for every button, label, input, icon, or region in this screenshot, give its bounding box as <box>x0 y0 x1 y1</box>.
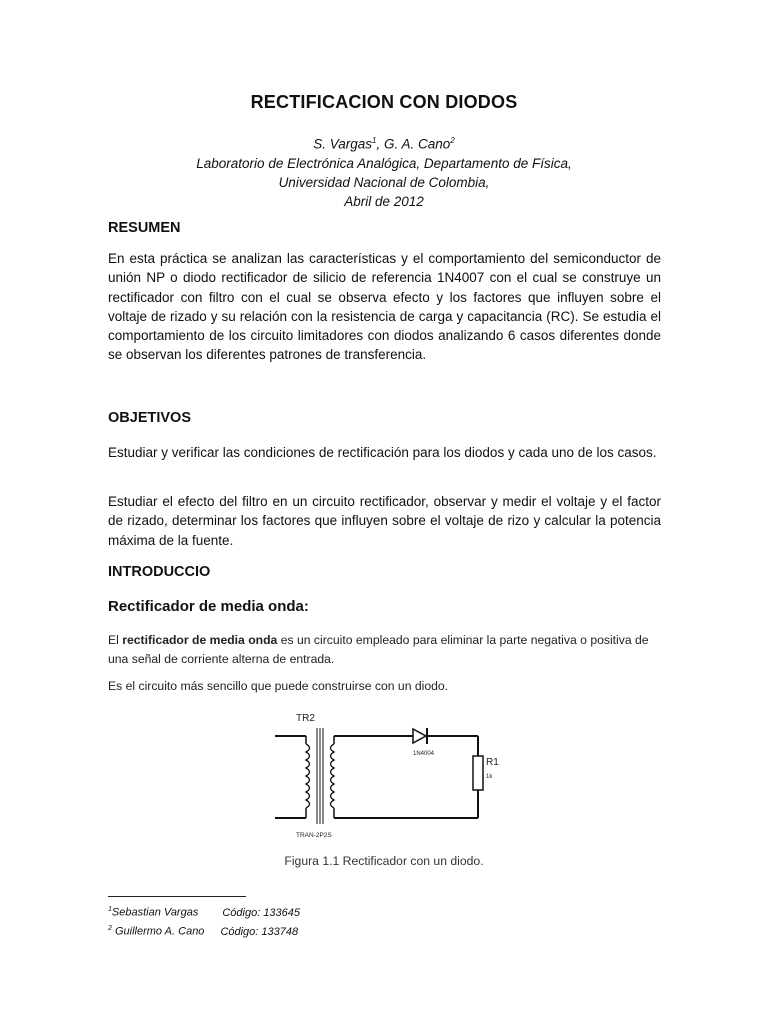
footnote-2-mark: 2 <box>108 925 112 933</box>
footnote-1-name: Sebastian Vargas <box>111 906 199 919</box>
footnote-divider <box>108 896 246 897</box>
resistor-symbol <box>473 756 483 790</box>
paper-title: RECTIFICACION CON DIODOS <box>250 92 518 112</box>
transformer-part-label: TRAN-2P2S <box>296 832 332 839</box>
affiliation-line-1: Laboratorio de Electrónica Analógica, Departamento de Física, <box>196 155 572 171</box>
intro-p1-post: es un circuito empleado para eliminar la parte negativa o positiva de una señal de corriente alterna de entrada. <box>108 633 649 666</box>
intro-paragraph-2: Es el circuito más sencillo que puede construirse con un diodo. <box>108 679 449 693</box>
footnote-2-name: Guillermo A. Cano <box>111 925 205 938</box>
resumen-text: En esta práctica se analizan las características y el comportamiento del semiconductor de unión NP o diodo rectificador de silicio de referencia 1N4007 con el cual se construye un rectificador con filtro con el cual se observa efecto y los factores que influyen sobre el voltaje de rizado y su relación con la resistencia de carga y capacitancia (RC). Se estudia el comportamiento de los circuito limitadores con diodos analizando 6 casos diferentes donde se observan los diferentes patrones de transferencia. <box>108 251 661 363</box>
objetivos-heading: OBJETIVOS <box>108 410 191 426</box>
footnote-1-code: Código: 133645 <box>222 906 301 919</box>
author-separator: , <box>376 136 384 152</box>
introduccion-heading: INTRODUCCIO <box>108 564 211 580</box>
paper-date: Abril de 2012 <box>344 193 424 209</box>
affiliation-line-2: Universidad Nacional de Colombia, <box>278 174 490 190</box>
footnote-2-code: Código: 133748 <box>220 925 299 938</box>
author-2-mark: 2 <box>450 136 455 145</box>
footnotes <box>108 902 300 940</box>
footnote-2 <box>108 921 300 940</box>
primary-coil <box>306 744 310 808</box>
intro-p1-bold: rectificador de media onda <box>122 633 278 647</box>
author-2: G. A. Cano <box>384 136 451 152</box>
footnote-1-mark: 1 <box>108 906 112 913</box>
author-block <box>0 131 768 211</box>
diode-part-label: 1N4004 <box>413 751 435 757</box>
resistor-label: R1 <box>486 757 499 768</box>
resistor-value: 1k <box>486 774 493 780</box>
author-1-mark: 1 <box>372 136 377 145</box>
objetivos-paragraph-1: Estudiar y verificar las condiciones de rectificación para los diodos y cada uno de los casos. <box>108 445 657 460</box>
intro-p1-pre: El <box>108 633 123 647</box>
media-onda-subheading: Rectificador de media onda: <box>108 598 309 615</box>
author-1: S. Vargas <box>313 136 373 152</box>
footnote-1 <box>108 902 300 921</box>
figure-caption: Figura 1.1 Rectificador con un diodo. <box>284 854 484 868</box>
author-line <box>0 131 768 154</box>
intro-paragraph-1 <box>108 631 668 669</box>
objetivos-paragraph-2: Estudiar el efecto del filtro en un circuito rectificador, observar y medir el voltaje y el factor de rizado, determinar los factores que influyen sobre el voltaje de rizo y calcular la potencia máxima de la fuente. <box>108 494 661 548</box>
secondary-coil <box>331 744 335 808</box>
resumen-heading: RESUMEN <box>108 220 181 236</box>
transformer-label: TR2 <box>296 713 315 724</box>
diode-symbol <box>413 729 426 743</box>
half-wave-rectifier-circuit <box>270 706 510 846</box>
